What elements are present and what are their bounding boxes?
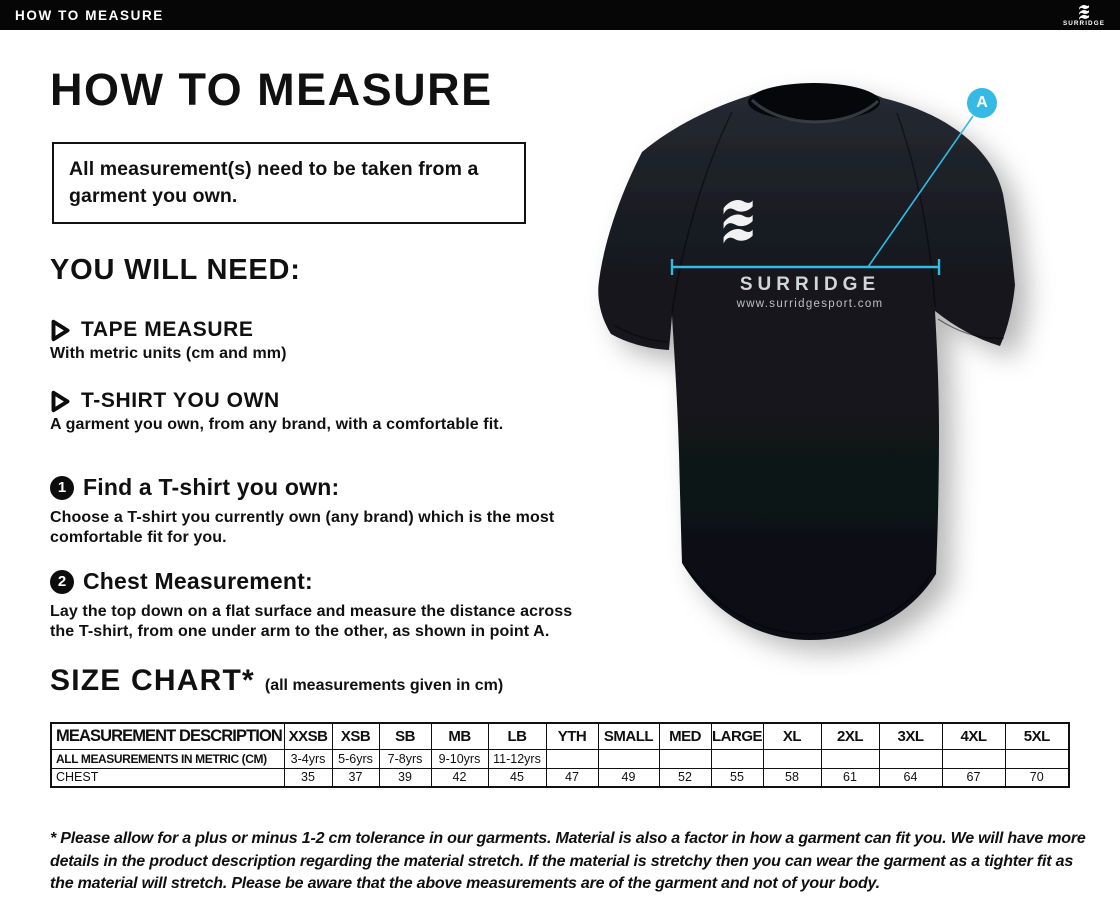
triangle-bullet-icon bbox=[50, 319, 71, 342]
measurement-description-header: MEASUREMENT DESCRIPTION bbox=[51, 723, 284, 749]
step-desc: Lay the top down on a flat surface and measure the distance across the T-shirt, from one under arm to the other, as shown in point A. bbox=[50, 603, 573, 640]
size-value-cell: 7-8yrs bbox=[379, 749, 431, 768]
size-table bbox=[50, 722, 1070, 788]
size-value-cell: 61 bbox=[821, 768, 879, 787]
top-bar-title: HOW TO MEASURE bbox=[15, 7, 164, 23]
need-item-header bbox=[50, 389, 590, 413]
size-column-header: XSB bbox=[332, 723, 379, 749]
size-value-cell bbox=[763, 749, 821, 768]
step-header bbox=[50, 568, 598, 595]
size-value-cell: 37 bbox=[332, 768, 379, 787]
top-bar bbox=[0, 0, 1120, 30]
size-value-cell bbox=[879, 749, 942, 768]
shirt-brand-print: SURRIDGE bbox=[739, 274, 881, 295]
need-item-title: TAPE MEASURE bbox=[81, 318, 254, 341]
tshirt-graphic bbox=[580, 55, 1120, 675]
need-item-header bbox=[50, 318, 590, 342]
size-value-cell bbox=[598, 749, 659, 768]
size-column-header: 2XL bbox=[821, 723, 879, 749]
tshirt-image bbox=[580, 55, 1120, 675]
step-header bbox=[50, 474, 598, 501]
step-desc: Choose a T-shirt you currently own (any brand) which is the most comfortable fit for you. bbox=[50, 509, 555, 546]
size-table-head-row bbox=[51, 723, 1069, 749]
size-value-cell: 58 bbox=[763, 768, 821, 787]
row-label-cell: CHEST bbox=[51, 768, 284, 787]
size-value-cell: 9-10yrs bbox=[431, 749, 488, 768]
page-title: HOW TO MEASURE bbox=[50, 64, 493, 115]
size-column-header: XL bbox=[763, 723, 821, 749]
table-row bbox=[51, 749, 1069, 768]
need-item-tshirt bbox=[50, 389, 590, 434]
notice-box bbox=[52, 142, 526, 224]
surridge-s-icon bbox=[1078, 4, 1089, 20]
step-1 bbox=[50, 474, 598, 547]
size-value-cell bbox=[942, 749, 1005, 768]
size-column-header: 3XL bbox=[879, 723, 942, 749]
step-title: Chest Measurement: bbox=[83, 568, 313, 594]
need-item-desc: With metric units (cm and mm) bbox=[50, 345, 287, 362]
surridge-logo bbox=[1063, 4, 1105, 27]
you-will-need-heading: YOU WILL NEED: bbox=[50, 254, 301, 286]
step-title: Find a T-shirt you own: bbox=[83, 474, 340, 500]
shirt-chest-logo-icon bbox=[719, 197, 755, 244]
row-label-cell: ALL MEASUREMENTS IN METRIC (CM) bbox=[51, 749, 284, 768]
size-value-cell bbox=[659, 749, 711, 768]
need-item-tape-measure bbox=[50, 318, 590, 363]
size-column-header: MB bbox=[431, 723, 488, 749]
size-value-cell: 67 bbox=[942, 768, 1005, 787]
notice-text: All measurement(s) need to be taken from a garment you own. bbox=[69, 158, 479, 207]
size-column-header: LB bbox=[488, 723, 546, 749]
footnote-text: * Please allow for a plus or minus 1-2 cm tolerance in our garments. Material is also a factor in how a garment can fit you. We will have more details in the product description regarding the material stretch. If the material is stretchy then you can wear the garment as a tighter fit as the material will stretch. Please be aware that the above measurements are of the garment and not of your body. bbox=[50, 830, 1086, 893]
size-table-body bbox=[51, 749, 1069, 787]
size-value-cell: 52 bbox=[659, 768, 711, 787]
table-row bbox=[51, 768, 1069, 787]
size-value-cell bbox=[1005, 749, 1069, 768]
size-column-header: SMALL bbox=[598, 723, 659, 749]
size-value-cell: 5-6yrs bbox=[332, 749, 379, 768]
size-value-cell: 47 bbox=[546, 768, 598, 787]
size-value-cell bbox=[711, 749, 763, 768]
shirt-website-print: www.surridgesport.com bbox=[736, 298, 884, 310]
size-chart-heading-row bbox=[50, 664, 503, 698]
size-value-cell: 55 bbox=[711, 768, 763, 787]
size-value-cell: 64 bbox=[879, 768, 942, 787]
size-value-cell: 3-4yrs bbox=[284, 749, 332, 768]
size-value-cell: 35 bbox=[284, 768, 332, 787]
size-column-header: SB bbox=[379, 723, 431, 749]
top-bar-brand-label: SURRIDGE bbox=[1062, 19, 1105, 27]
triangle-bullet-icon bbox=[50, 390, 71, 413]
size-column-header: XXSB bbox=[284, 723, 332, 749]
need-item-title: T-SHIRT YOU OWN bbox=[81, 389, 280, 412]
size-value-cell: 42 bbox=[431, 768, 488, 787]
size-column-header: 4XL bbox=[942, 723, 1005, 749]
size-value-cell: 49 bbox=[598, 768, 659, 787]
size-value-cell bbox=[546, 749, 598, 768]
size-value-cell: 39 bbox=[379, 768, 431, 787]
step-number-badge: 2 bbox=[50, 570, 74, 594]
need-item-desc: A garment you own, from any brand, with a comfortable fit. bbox=[50, 416, 504, 433]
size-value-cell: 45 bbox=[488, 768, 546, 787]
size-column-header: LARGE bbox=[711, 723, 763, 749]
size-value-cell: 11-12yrs bbox=[488, 749, 546, 768]
step-number-badge: 1 bbox=[50, 476, 74, 500]
size-column-header: MED bbox=[659, 723, 711, 749]
size-chart-subtitle: (all measurements given in cm) bbox=[264, 677, 504, 694]
size-value-cell: 70 bbox=[1005, 768, 1069, 787]
point-a-marker: A bbox=[967, 88, 997, 118]
size-chart-heading: SIZE CHART* bbox=[50, 664, 255, 697]
size-column-header: 5XL bbox=[1005, 723, 1069, 749]
size-value-cell bbox=[821, 749, 879, 768]
step-2 bbox=[50, 568, 598, 641]
size-column-header: YTH bbox=[546, 723, 598, 749]
